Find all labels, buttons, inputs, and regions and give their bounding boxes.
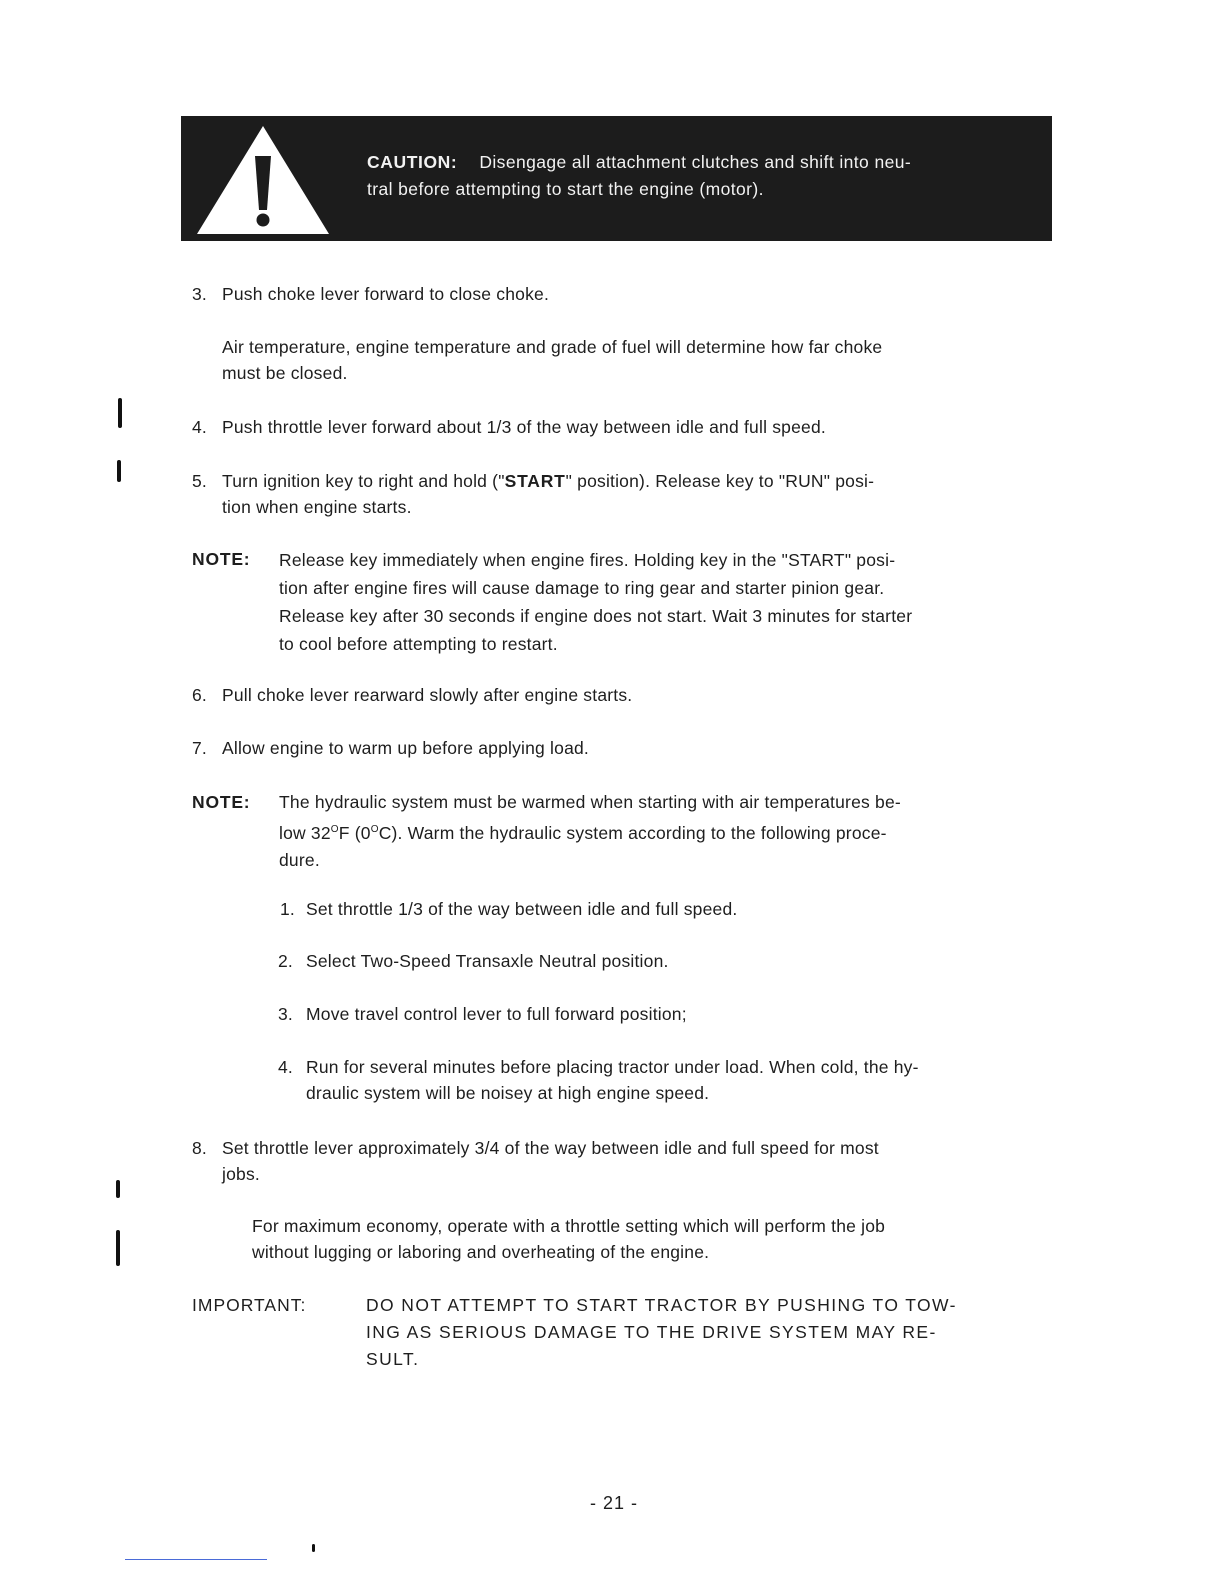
- margin-mark: [118, 398, 122, 428]
- note-label: NOTE:: [192, 549, 251, 569]
- step-8-detail: [252, 1213, 1072, 1265]
- note-line: tion after engine fires will cause damage to ring gear and starter pinion gear.: [279, 578, 885, 598]
- caution-line-1: Disengage all attachment clutches and shift into neu-: [479, 152, 912, 172]
- procedure-step-4: [278, 1054, 1068, 1108]
- step-5: [192, 468, 1062, 520]
- detail-line-2: without lugging or laboring and overheating of the engine.: [252, 1242, 710, 1262]
- note-text: [279, 789, 1069, 874]
- step-3-detail: [222, 334, 1072, 386]
- procedure-number: 1.: [280, 899, 295, 919]
- note-line: The hydraulic system must be warmed when starting with air temperatures be-: [279, 792, 901, 812]
- caution-line-2: tral before attempting to start the engine (motor).: [367, 179, 764, 199]
- step-7: [192, 735, 1062, 761]
- step-line: jobs.: [222, 1164, 260, 1184]
- procedure-line: Run for several minutes before placing tractor under load. When cold, the hy-: [306, 1057, 919, 1077]
- page-number: - 21 -: [590, 1493, 639, 1513]
- step-6: [192, 682, 1062, 708]
- procedure-number: 4.: [278, 1057, 293, 1077]
- degree-symbol: O: [370, 824, 379, 835]
- note-line-part: C). Warm the hydraulic system according to the following proce-: [378, 822, 887, 843]
- margin-mark: [116, 1180, 120, 1198]
- step-8: [192, 1135, 1062, 1187]
- procedure-step-2: [278, 948, 1068, 974]
- step-text: Push throttle lever forward about 1/3 of the way between idle and full speed.: [222, 417, 826, 437]
- note-2: [192, 789, 1062, 869]
- procedure-step-1: [280, 896, 1070, 922]
- margin-mark: [312, 1544, 315, 1552]
- note-line-part: F (0: [338, 822, 371, 843]
- procedure-text: Set throttle 1/3 of the way between idle and full speed.: [306, 899, 738, 919]
- detail-line-1: Air temperature, engine temperature and grade of fuel will determine how far choke: [222, 337, 883, 357]
- detail-line-1: For maximum economy, operate with a throttle setting which will perform the job: [252, 1216, 886, 1236]
- procedure-step-3: [278, 1001, 1068, 1027]
- step-line: Set throttle lever approximately 3/4 of the way between idle and full speed for most: [222, 1138, 879, 1158]
- note-line: to cool before attempting to restart.: [279, 634, 558, 654]
- procedure-text: [306, 1054, 1066, 1106]
- note-line: dure.: [279, 849, 320, 870]
- important-notice: [192, 1292, 1062, 1374]
- step-number: 6.: [192, 685, 207, 705]
- step-text: Allow engine to warm up before applying load.: [222, 738, 589, 758]
- step-number: 3.: [192, 284, 207, 304]
- note-line: Release key immediately when engine fires. Holding key in the "START" posi-: [279, 550, 896, 570]
- step-text: [222, 468, 1062, 520]
- step-text: Push choke lever forward to close choke.: [222, 284, 550, 304]
- procedure-number: 2.: [278, 951, 293, 971]
- step-4: [192, 414, 1062, 440]
- step-text: [222, 1135, 1062, 1187]
- note-label: NOTE:: [192, 792, 251, 812]
- start-keyword: START: [504, 471, 566, 491]
- important-line: SULT.: [366, 1349, 420, 1369]
- important-label: IMPORTANT:: [192, 1295, 307, 1315]
- step-text-part: tion when engine starts.: [222, 497, 412, 517]
- step-number: 4.: [192, 417, 207, 437]
- step-text-part: Turn ignition key to right and hold (": [222, 471, 505, 491]
- step-text-part: " position). Release key to "RUN" posi-: [565, 471, 875, 491]
- note-line-part: low 32: [279, 822, 331, 843]
- important-text: [366, 1292, 1066, 1373]
- step-3: [192, 281, 1062, 307]
- step-number: 5.: [192, 471, 207, 491]
- step-text: Pull choke lever rearward slowly after engine starts.: [222, 685, 633, 705]
- note-line: Release key after 30 seconds if engine does not start. Wait 3 minutes for starter: [279, 606, 913, 626]
- warning-triangle-icon: [193, 122, 333, 240]
- procedure-text: Move travel control lever to full forward position;: [306, 1004, 687, 1024]
- step-number: 8.: [192, 1138, 207, 1158]
- margin-mark: [117, 460, 121, 482]
- note-text: [279, 546, 1069, 658]
- note-1: [192, 546, 1062, 656]
- procedure-number: 3.: [278, 1004, 293, 1024]
- footer-rule: [125, 1559, 267, 1560]
- margin-mark: [116, 1230, 120, 1266]
- procedure-line: draulic system will be noisey at high engine speed.: [306, 1083, 710, 1103]
- important-line: ING AS SERIOUS DAMAGE TO THE DRIVE SYSTEM MAY RE-: [366, 1322, 937, 1342]
- degree-symbol: O: [330, 824, 339, 835]
- step-number: 7.: [192, 738, 207, 758]
- caution-text: [367, 149, 1037, 203]
- detail-line-2: must be closed.: [222, 363, 348, 383]
- caution-label: CAUTION:: [367, 152, 458, 172]
- caution-banner: [181, 116, 1052, 241]
- procedure-text: Select Two-Speed Transaxle Neutral position.: [306, 951, 669, 971]
- important-line: DO NOT ATTEMPT TO START TRACTOR BY PUSHING TO TOW-: [366, 1295, 957, 1315]
